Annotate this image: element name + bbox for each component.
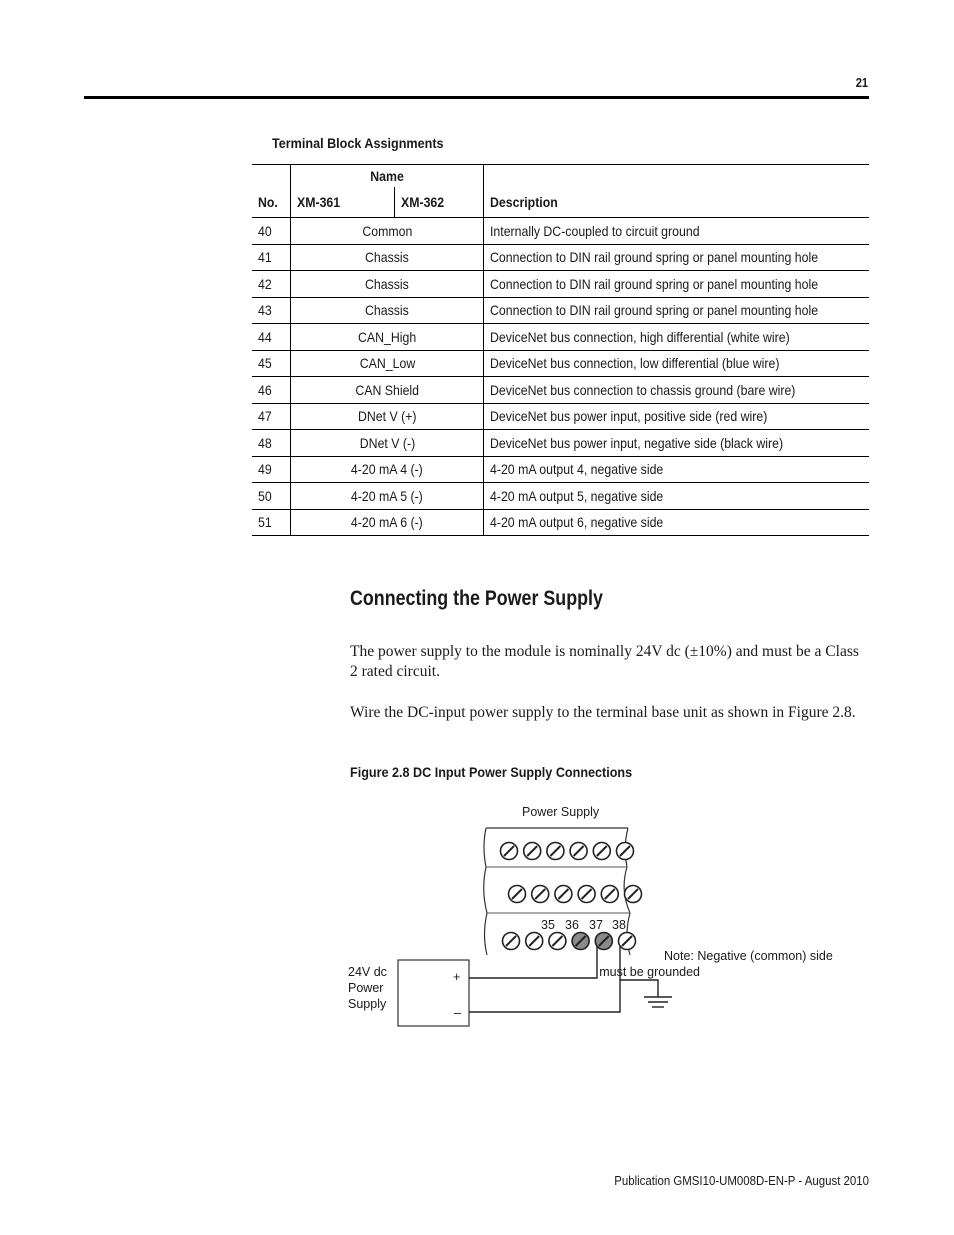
row-number: 42: [252, 271, 290, 298]
table-caption: Terminal Block Assignments: [272, 135, 444, 151]
row-description: Connection to DIN rail ground spring or panel mounting hole: [484, 271, 869, 298]
no-header: No.: [258, 194, 278, 210]
power-supply-wiring-diagram: [340, 795, 833, 1035]
row-name: CAN_Low: [290, 350, 483, 377]
row-name: CAN Shield: [290, 377, 483, 404]
row-number: 40: [252, 218, 290, 245]
row-name: 4-20 mA 6 (-): [290, 509, 483, 536]
figure-caption: Figure 2.8 DC Input Power Supply Connections: [350, 764, 633, 780]
terminal-label-36: 36: [565, 918, 579, 932]
table-row: [252, 509, 869, 536]
row-name: Chassis: [290, 244, 483, 271]
row-number: 41: [252, 244, 290, 271]
page-number: 21: [855, 75, 868, 90]
screw-icon: [501, 843, 518, 860]
row-number: 51: [252, 509, 290, 536]
row-description: Connection to DIN rail ground spring or panel mounting hole: [484, 297, 869, 324]
plus-terminal: +: [453, 970, 461, 984]
row-name: Common: [290, 218, 483, 245]
row-description: 4-20 mA output 4, negative side: [484, 456, 869, 483]
note-line-2: must be grounded: [599, 965, 700, 979]
terminal-label-35: 35: [541, 918, 555, 932]
row-description: DeviceNet bus power input, positive side (red wire): [484, 403, 869, 430]
terminal-screws: [501, 843, 642, 950]
supply-label-line-2: Power: [348, 981, 384, 995]
row-name: Chassis: [290, 271, 483, 298]
positive-wire: [469, 946, 597, 978]
diagram-title: Power Supply: [522, 805, 600, 819]
table-row: [252, 377, 869, 404]
row-number: 50: [252, 483, 290, 510]
table-row: [252, 297, 869, 324]
table-row: [252, 244, 869, 271]
screw-icon: [526, 933, 543, 950]
terminal-label-37: 37: [589, 918, 603, 932]
row-number: 43: [252, 297, 290, 324]
terminal-label-38: 38: [612, 918, 626, 932]
supply-label-line-3: Supply: [348, 997, 387, 1011]
row-number: 47: [252, 403, 290, 430]
row-name: 4-20 mA 5 (-): [290, 483, 483, 510]
screw-icon: [503, 933, 520, 950]
row-number: 45: [252, 350, 290, 377]
screw-icon: [625, 886, 642, 903]
row-description: DeviceNet bus connection, low differential (blue wire): [484, 350, 869, 377]
screw-icon: [595, 933, 612, 950]
paragraph-power-supply: The power supply to the module is nominally 24V dc (±10%) and must be a Class 2 rated circuit.: [350, 643, 859, 680]
screw-icon: [601, 886, 618, 903]
screw-icon: [547, 843, 564, 860]
screw-icon: [578, 886, 595, 903]
screw-icon: [617, 843, 634, 860]
screw-icon: [619, 933, 636, 950]
screw-icon: [555, 886, 572, 903]
row-number: 46: [252, 377, 290, 404]
table-row: [252, 324, 869, 351]
row-description: DeviceNet bus connection to chassis ground (bare wire): [484, 377, 869, 404]
note-line-1: Note: Negative (common) side: [664, 949, 833, 963]
row-description: Internally DC-coupled to circuit ground: [484, 218, 869, 245]
row-description: DeviceNet bus power input, negative side (black wire): [484, 430, 869, 457]
row-name: Chassis: [290, 297, 483, 324]
table-row: [252, 456, 869, 483]
row-description: 4-20 mA output 5, negative side: [484, 483, 869, 510]
publication-footer: Publication GMSI10-UM008D-EN-P - August 2010: [614, 1173, 869, 1188]
table-row: [252, 403, 869, 430]
ground-wire: [620, 980, 658, 997]
screw-icon: [572, 933, 589, 950]
screw-icon: [509, 886, 526, 903]
row-description: DeviceNet bus connection, high differential (white wire): [484, 324, 869, 351]
table-row: [252, 218, 869, 245]
screw-icon: [549, 933, 566, 950]
xm361-header: XM-361: [290, 187, 394, 218]
row-number: 49: [252, 456, 290, 483]
description-header: Description: [484, 187, 869, 218]
name-header: Name: [290, 165, 483, 188]
screw-icon: [593, 843, 610, 860]
section-heading: Connecting the Power Supply: [350, 587, 603, 610]
row-name: 4-20 mA 4 (-): [290, 456, 483, 483]
row-description: Connection to DIN rail ground spring or panel mounting hole: [484, 244, 869, 271]
screw-icon: [570, 843, 587, 860]
row-number: 48: [252, 430, 290, 457]
minus-terminal: –: [454, 1006, 461, 1020]
row-name: DNet V (-): [290, 430, 483, 457]
paragraph-wiring: Wire the DC-input power supply to the terminal base unit as shown in Figure 2.8.: [350, 704, 856, 721]
xm362-header: XM-362: [394, 187, 483, 218]
supply-label-line-1: 24V dc: [348, 965, 387, 979]
header-rule: [84, 96, 869, 99]
table-row: [252, 430, 869, 457]
row-name: CAN_High: [290, 324, 483, 351]
table-row: [252, 350, 869, 377]
terminal-block-table: [252, 164, 869, 536]
row-name: DNet V (+): [290, 403, 483, 430]
table-row: [252, 483, 869, 510]
screw-icon: [524, 843, 541, 860]
row-description: 4-20 mA output 6, negative side: [484, 509, 869, 536]
ground-icon: [644, 997, 672, 1007]
row-number: 44: [252, 324, 290, 351]
screw-icon: [532, 886, 549, 903]
table-row: [252, 271, 869, 298]
